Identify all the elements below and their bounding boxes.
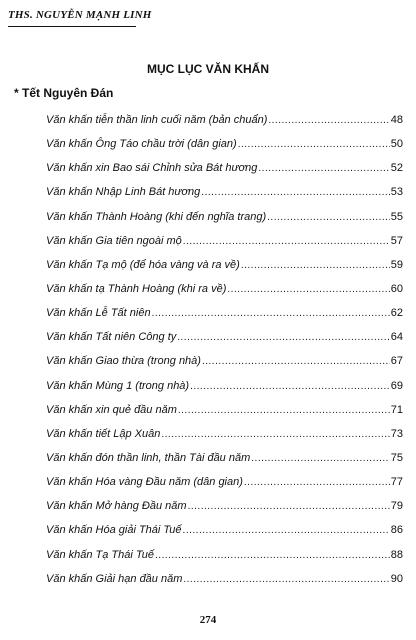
toc-entry-page: 75 (390, 452, 403, 465)
toc-entry-title: Văn khấn Thành Hoàng (khi đến nghĩa trang) (46, 210, 267, 223)
toc-entry[interactable] (46, 446, 403, 470)
dot-leader (244, 477, 390, 489)
toc-entry[interactable] (46, 301, 403, 325)
toc-entry[interactable] (46, 374, 403, 398)
dot-leader (152, 308, 390, 320)
toc-entry-page: 48 (390, 114, 403, 127)
toc-entry-page: 59 (390, 258, 403, 271)
toc-entry-page: 69 (390, 379, 403, 392)
toc-entry[interactable] (46, 470, 403, 494)
toc-entry-title: Văn khấn xin quẻ đầu năm (46, 403, 177, 416)
header-underline (8, 26, 136, 27)
toc-entry-title: Văn khấn Tất niên Công ty (46, 331, 177, 344)
toc-entry[interactable] (46, 543, 403, 567)
toc-entry-page: 64 (390, 331, 403, 344)
dot-leader (258, 163, 389, 175)
toc-entry-title: Văn khấn Hóa vàng Đầu năm (dân gian) (46, 476, 243, 489)
toc-entry-title: Văn khấn Nhập Linh Bát hương (46, 186, 201, 199)
dot-leader (155, 550, 390, 562)
toc-entry-page: 71 (390, 403, 403, 416)
dot-leader (202, 356, 390, 368)
dot-leader (201, 187, 389, 199)
dot-leader (251, 453, 389, 465)
page-number: 274 (199, 614, 217, 626)
toc-entry-page: 55 (390, 210, 403, 223)
toc-entry-title: Văn khấn Tạ mộ (để hóa vàng và ra về) (46, 258, 240, 271)
toc-entry-page: 90 (390, 572, 403, 585)
toc-entry-title: Văn khấn Mở hàng Đầu năm (46, 500, 187, 513)
toc-entry-page: 57 (390, 234, 403, 247)
toc-entry[interactable] (46, 325, 403, 349)
toc-entry-page: 88 (390, 548, 403, 561)
dot-leader (183, 236, 390, 248)
toc-entry-title: Văn khấn Tạ Thái Tuế (46, 548, 155, 561)
toc-entry[interactable] (46, 253, 403, 277)
table-of-contents (46, 108, 403, 591)
dot-leader (241, 260, 390, 272)
toc-entry-title: Văn khấn đón thần linh, thần Tài đầu năm (46, 452, 251, 465)
toc-entry-page: 79 (390, 500, 403, 513)
dot-leader (161, 429, 389, 441)
dot-leader (183, 525, 390, 537)
toc-entry-title: Văn khấn Lễ Tất niên (46, 307, 151, 320)
toc-entry[interactable] (46, 277, 403, 301)
dot-leader (183, 574, 389, 586)
toc-entry-title: Văn khấn Gia tiên ngoài mộ (46, 234, 182, 247)
toc-entry[interactable] (46, 398, 403, 422)
toc-entry-title: Văn khấn Mùng 1 (trong nhà) (46, 379, 190, 392)
toc-entry-title: Văn khấn tạ Thành Hoàng (khi ra về) (46, 283, 227, 296)
toc-entry[interactable] (46, 156, 403, 180)
toc-entry-title: Văn khấn Giao thừa (trong nhà) (46, 355, 201, 368)
toc-entry[interactable] (46, 205, 403, 229)
dot-leader (178, 405, 390, 417)
toc-entry-page: 86 (390, 524, 403, 537)
toc-entry-title: Văn khấn tiết Lập Xuân (46, 427, 161, 440)
dot-leader (268, 115, 389, 127)
toc-entry-page: 77 (390, 476, 403, 489)
toc-entry-page: 50 (390, 138, 403, 151)
toc-entry-page: 53 (390, 186, 403, 199)
toc-entry-page: 52 (390, 162, 403, 175)
toc-entry-title: Văn khấn Giải hạn đầu năm (46, 572, 183, 585)
toc-entry[interactable] (46, 108, 403, 132)
toc-entry-page: 60 (390, 283, 403, 296)
dot-leader (267, 212, 390, 224)
dot-leader (188, 501, 390, 513)
toc-entry-title: Văn khấn xin Bao sái Chỉnh sửa Bát hương (46, 162, 258, 175)
toc-entry[interactable] (46, 518, 403, 542)
dot-leader (227, 284, 389, 296)
toc-entry[interactable] (46, 229, 403, 253)
toc-entry[interactable] (46, 180, 403, 204)
toc-entry-page: 67 (390, 355, 403, 368)
toc-entry[interactable] (46, 567, 403, 591)
page-title: MỤC LỤC VĂN KHẤN (147, 62, 269, 76)
dot-leader (238, 139, 390, 151)
dot-leader (177, 332, 390, 344)
toc-entry-title: Văn khấn Ông Táo chầu trời (dân gian) (46, 138, 237, 151)
toc-entry-page: 62 (390, 307, 403, 320)
toc-entry[interactable] (46, 132, 403, 156)
toc-entry[interactable] (46, 494, 403, 518)
toc-entry-page: 73 (390, 427, 403, 440)
toc-entry-title: Văn khấn tiễn thần linh cuối năm (bản chuẩn) (46, 114, 268, 127)
dot-leader (190, 381, 390, 393)
section-heading: * Tết Nguyên Đán (14, 86, 114, 100)
toc-entry[interactable] (46, 422, 403, 446)
toc-entry-title: Văn khấn Hóa giải Thái Tuế (46, 524, 182, 537)
running-header: THS. NGUYỄN MẠNH LINH (8, 9, 152, 21)
toc-entry[interactable] (46, 349, 403, 373)
